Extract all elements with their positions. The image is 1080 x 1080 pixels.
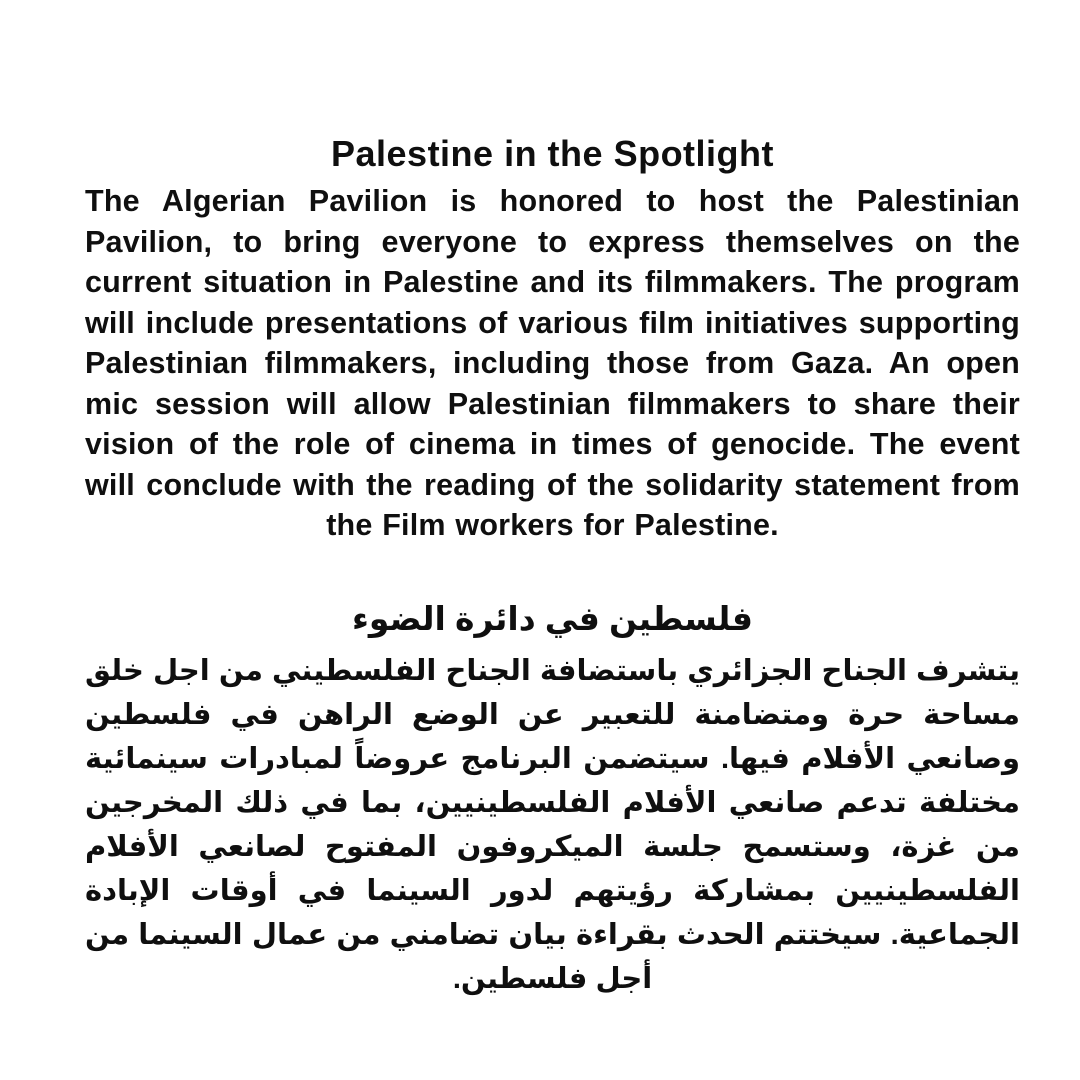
announcement-content xyxy=(85,0,1020,1001)
arabic-title: فلسطين في دائرة الضوء xyxy=(352,599,753,637)
english-section xyxy=(85,132,1020,546)
arabic-section xyxy=(85,598,1020,1001)
arabic-body-paragraph: يتشرف الجناح الجزائري باستضافة الجناح الفلسطيني من اجل خلق مساحة حرة ومتضامنة للتعبير عن الوضع الراهن في فلسطين وصانعي الأفلام فيها. سيتضمن البرنامج عروضاً لمبادرات سينمائية مختلفة تدعم صانعي الأفلام الفلسطينيين، بما في ذلك المخرجين من غزة، وستسمح جلسة الميكروفون المفتوح لصانعي الأفلام الفلسطينيين بمشاركة رؤيتهم لدور السينما في أوقات الإبادة الجماعية. سيختتم الحدث بقراءة بيان تضامني من عمال السينما من أجل فلسطين. xyxy=(85,654,1020,995)
announcement-page xyxy=(85,0,1020,1080)
english-body-paragraph: The Algerian Pavilion is honored to host the Palestinian Pavilion, to bring everyone to express themselves on the current situation in Palestine and its filmmakers. The program will include presentations of various film initiatives supporting Palestinian filmmakers, including those from Gaza. An open mic session will allow Palestinian filmmakers to share their vision of the role of cinema in times of genocide. The event will conclude with the reading of the solidarity statement from the Film workers for Palestine. xyxy=(85,184,1020,543)
english-title: Palestine in the Spotlight xyxy=(330,133,775,174)
